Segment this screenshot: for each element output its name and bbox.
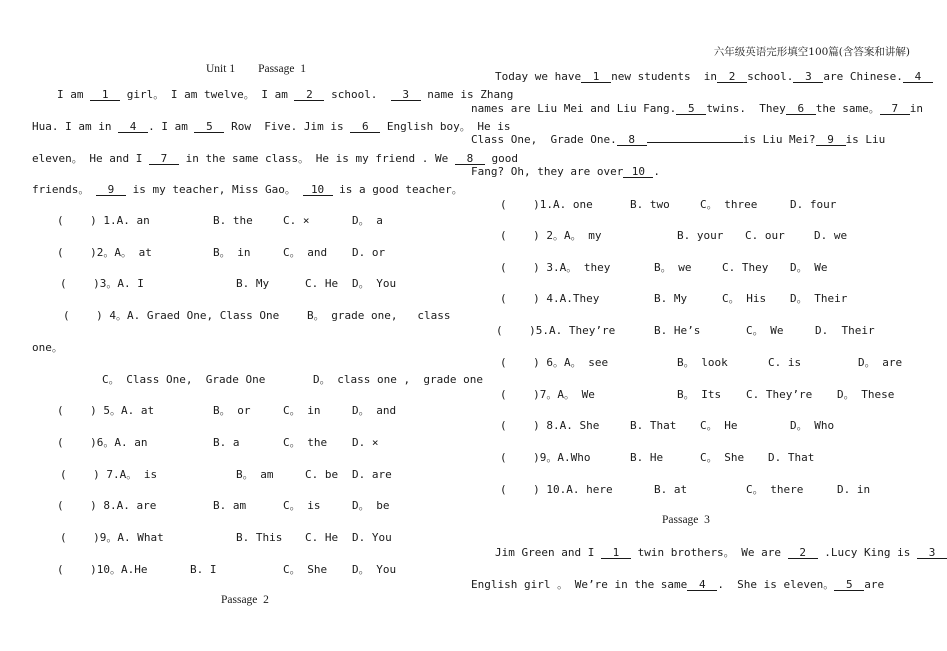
passage1-title xyxy=(206,63,306,76)
blank-number: 5 xyxy=(194,121,224,133)
passage1-q9-n: ( ) 7.A。 is xyxy=(60,468,158,481)
blank-number: 6 xyxy=(786,103,816,115)
passage1-q11-c: C. He xyxy=(305,531,339,544)
passage1-line xyxy=(32,152,518,165)
passage1-q6-b: D。 class one , grade one xyxy=(313,373,483,386)
passage2-q4-d: D。 Their xyxy=(790,292,848,305)
blank-number: 5 xyxy=(676,103,706,115)
passage2-q9-b: B. He xyxy=(630,451,664,464)
blank-number xyxy=(647,142,743,143)
passage1-q1-b: B. the xyxy=(213,214,253,227)
passage2-q1-n: ( )1.A. one xyxy=(500,198,593,211)
blank-number: 9 xyxy=(96,184,126,196)
passage2-q8-c: C。 He xyxy=(700,419,738,432)
passage2-q4-n: ( ) 4.A.They xyxy=(500,292,600,305)
blank-number: 4 xyxy=(903,71,933,83)
passage-text: eleven。 He and I xyxy=(32,151,149,165)
passage1-q8-d: D. × xyxy=(352,436,379,449)
passage2-q2-b: B. your xyxy=(677,229,724,242)
blank-number: 1 xyxy=(601,547,631,559)
passage-text: are xyxy=(864,578,885,591)
passage2-q4-c: C。 His xyxy=(722,292,767,305)
passage1-q3-b: B. My xyxy=(236,277,270,290)
passage-text: is a good teacher。 xyxy=(332,183,463,197)
passage-text: . She is eleven。 xyxy=(717,578,835,591)
passage-text: I am xyxy=(57,88,91,101)
passage2-q9-c: C。 She xyxy=(700,451,745,464)
blank-number: 4 xyxy=(687,579,717,591)
passage2-line xyxy=(495,70,933,83)
passage-text: Fang? Oh, they are over xyxy=(471,164,624,178)
passage-text: is Liu Mei? xyxy=(742,133,816,147)
passage2-q1-b: B. two xyxy=(630,198,670,211)
passage2-q4-b: B. My xyxy=(654,292,688,305)
passage2-q3-d: D。 We xyxy=(790,261,828,274)
passage1-q4-b: B。 grade one, class xyxy=(307,309,451,322)
passage2-q9-d: D. That xyxy=(768,451,815,464)
blank-number: 7 xyxy=(149,153,179,165)
passage-text: name is Zhang xyxy=(420,88,514,101)
passage2-line xyxy=(471,165,660,178)
passage-text: friends。 xyxy=(32,183,96,197)
passage2-q10-n: ( ) 10.A. here xyxy=(500,483,613,496)
passage-text: good xyxy=(484,151,518,165)
passage2-q5-n: ( )5.A. They’re xyxy=(496,324,616,337)
blank-number: 2 xyxy=(294,89,324,101)
blank-number: 8 xyxy=(617,134,647,146)
passage2-q5-b: B. He’s xyxy=(654,324,701,337)
blank-number: 1 xyxy=(90,89,120,101)
passage1-gap xyxy=(235,63,258,75)
passage2-q9-n: ( )9。A.Who xyxy=(500,451,591,464)
passage1-line xyxy=(32,183,463,196)
passage1-q12-c: C。 She xyxy=(283,563,328,576)
passage1-passage: Passage 1 xyxy=(258,63,306,75)
passage2-q3-c: C. They xyxy=(722,261,769,274)
passage2-q8-n: ( ) 8.A. She xyxy=(500,419,600,432)
passage2-q7-b: B。 Its xyxy=(677,388,722,401)
passage1-q7-b: B。 or xyxy=(213,404,251,417)
passage2-q7-n: ( )7。A。 We xyxy=(500,388,595,401)
passage1-q2-d: D. or xyxy=(352,246,386,259)
passage1-q7-c: C。 in xyxy=(283,404,321,417)
passage1-q1-n: ( ) 1.A. an xyxy=(57,214,150,227)
passage2-q6-n: ( ) 6。A。 see xyxy=(500,356,609,369)
passage1-q2-b: B。 in xyxy=(213,246,251,259)
passage2-q8-d: D。 Who xyxy=(790,419,835,432)
passage2-line xyxy=(471,102,923,115)
blank-number: 3 xyxy=(793,71,823,83)
passage1-q2-n: ( )2。A。 at xyxy=(57,246,152,259)
passage-text: English boy。 He is xyxy=(380,119,511,133)
passage-text: . xyxy=(653,164,660,178)
passage-text: in xyxy=(909,101,924,115)
passage1-q7-n: ( ) 5。A. at xyxy=(57,404,155,417)
blank-number: 7 xyxy=(880,103,910,115)
passage1-q11-b: B. This xyxy=(236,531,283,544)
passage1-q8-c: C。 the xyxy=(283,436,328,449)
passage1-q11-n: ( )9。A. What xyxy=(60,531,164,544)
blank-number: 3 xyxy=(917,547,947,559)
passage1-q9-b: B。 am xyxy=(236,468,274,481)
passage1-q3-c: C. He xyxy=(305,277,339,290)
passage-text: English girl 。 We’re in the same xyxy=(471,578,688,591)
passage-text: in the same class。 He is my friend . We xyxy=(178,151,455,165)
passage2-q2-c: C. our xyxy=(745,229,785,242)
passage1-q3-d: D。 You xyxy=(352,277,397,290)
blank-number: 10 xyxy=(623,166,653,178)
passage-text: the same。 xyxy=(815,101,880,115)
passage-text: .Lucy King is xyxy=(817,546,918,559)
passage-text: school. xyxy=(747,70,794,83)
blank-number: 3 xyxy=(391,89,421,101)
passage3-title: Passage 3 xyxy=(662,514,710,526)
passage1-unit: Unit 1 xyxy=(206,63,236,75)
passage1-q4-n: ( ) 4。A. Graed One, Class One xyxy=(63,309,280,322)
passage-text: names are Liu Mei and Liu Fang. xyxy=(471,101,677,115)
blank-number: 2 xyxy=(788,547,818,559)
blank-number: 2 xyxy=(717,71,747,83)
passage-text: Jim Green and I xyxy=(495,546,601,559)
passage1-q10-d: D。 be xyxy=(352,499,390,512)
passage-text: Row Five. Jim is xyxy=(224,119,351,133)
passage2-q6-c: C. is xyxy=(768,356,802,369)
passage2-line xyxy=(471,133,885,146)
passage-text: is my teacher, Miss Gao。 xyxy=(125,183,303,197)
document-header: 六年级英语完形填空100篇(含答案和讲解) xyxy=(713,46,910,58)
passage2-q10-d: D. in xyxy=(837,483,871,496)
passage2-q6-d: D。 are xyxy=(858,356,903,369)
passage1-q1-d: D。 a xyxy=(352,214,383,227)
passage2-q7-c: C. They’re xyxy=(746,388,813,401)
passage1-q3-n: ( )3。A. I xyxy=(60,277,144,290)
blank-number: 6 xyxy=(350,121,380,133)
passage1-q1-c: C. × xyxy=(283,214,310,227)
passage-text: school. xyxy=(324,88,391,101)
passage3-line xyxy=(495,546,947,559)
passage2-q1-c: C。 three xyxy=(700,198,758,211)
blank-number: 5 xyxy=(834,579,864,591)
passage3-line xyxy=(471,578,884,591)
passage2-title: Passage 2 xyxy=(221,594,269,606)
passage2-q1-d: D. four xyxy=(790,198,837,211)
passage1-q9-c: C. be xyxy=(305,468,339,481)
passage2-q10-b: B. at xyxy=(654,483,688,496)
passage-text: Today we have xyxy=(495,70,582,83)
passage1-q6-n: C。 Class One, Grade One xyxy=(102,373,266,386)
blank-number: 1 xyxy=(581,71,611,83)
passage2-q2-n: ( ) 2。A。 my xyxy=(500,229,602,242)
passage2-q8-b: B. That xyxy=(630,419,677,432)
passage2-q5-c: C。 We xyxy=(746,324,784,337)
passage-text: twins. They xyxy=(706,101,786,115)
passage2-q3-b: B。 we xyxy=(654,261,692,274)
passage1-q10-b: B. am xyxy=(213,499,247,512)
blank-number: 4 xyxy=(118,121,148,133)
passage1-q12-b: B. I xyxy=(190,563,217,576)
passage-text: is Liu xyxy=(845,133,886,147)
passage2-q6-b: B。 look xyxy=(677,356,728,369)
passage-text: girl。 I am twelve。 I am xyxy=(120,88,295,101)
passage2-q5-d: D. Their xyxy=(815,324,875,337)
passage1-q10-n: ( ) 8.A. are xyxy=(57,499,157,512)
passage1-q8-n: ( )6。A. an xyxy=(57,436,148,449)
blank-number: 8 xyxy=(455,153,485,165)
passage1-q2-c: C。 and xyxy=(283,246,328,259)
passage1-q10-c: C。 is xyxy=(283,499,321,512)
blank-number: 9 xyxy=(816,134,846,146)
passage1-q7-d: D。 and xyxy=(352,404,397,417)
passage2-q10-c: C。 there xyxy=(746,483,804,496)
passage-text: new students in xyxy=(611,70,718,83)
passage1-q5-n: one。 xyxy=(32,341,63,354)
passage1-q12-n: ( )10。A.He xyxy=(57,563,148,576)
passage2-q2-d: D. we xyxy=(814,229,848,242)
passage-text: Hua. I am in xyxy=(32,119,119,133)
passage2-q3-n: ( ) 3.A。 they xyxy=(500,261,611,274)
passage-text: twin brothers。 We are xyxy=(630,546,788,559)
passage1-q11-d: D. You xyxy=(352,531,392,544)
passage-text: Class One, Grade One. xyxy=(471,133,617,147)
passage1-line xyxy=(57,88,513,101)
passage-text: . I am xyxy=(148,119,195,133)
passage-text: are Chinese. xyxy=(823,70,903,83)
passage2-q7-d: D。 These xyxy=(837,388,895,401)
passage1-q8-b: B. a xyxy=(213,436,240,449)
blank-number: 10 xyxy=(303,184,333,196)
passage1-q9-d: D. are xyxy=(352,468,392,481)
passage1-line xyxy=(32,120,511,133)
passage1-q12-d: D。 You xyxy=(352,563,397,576)
